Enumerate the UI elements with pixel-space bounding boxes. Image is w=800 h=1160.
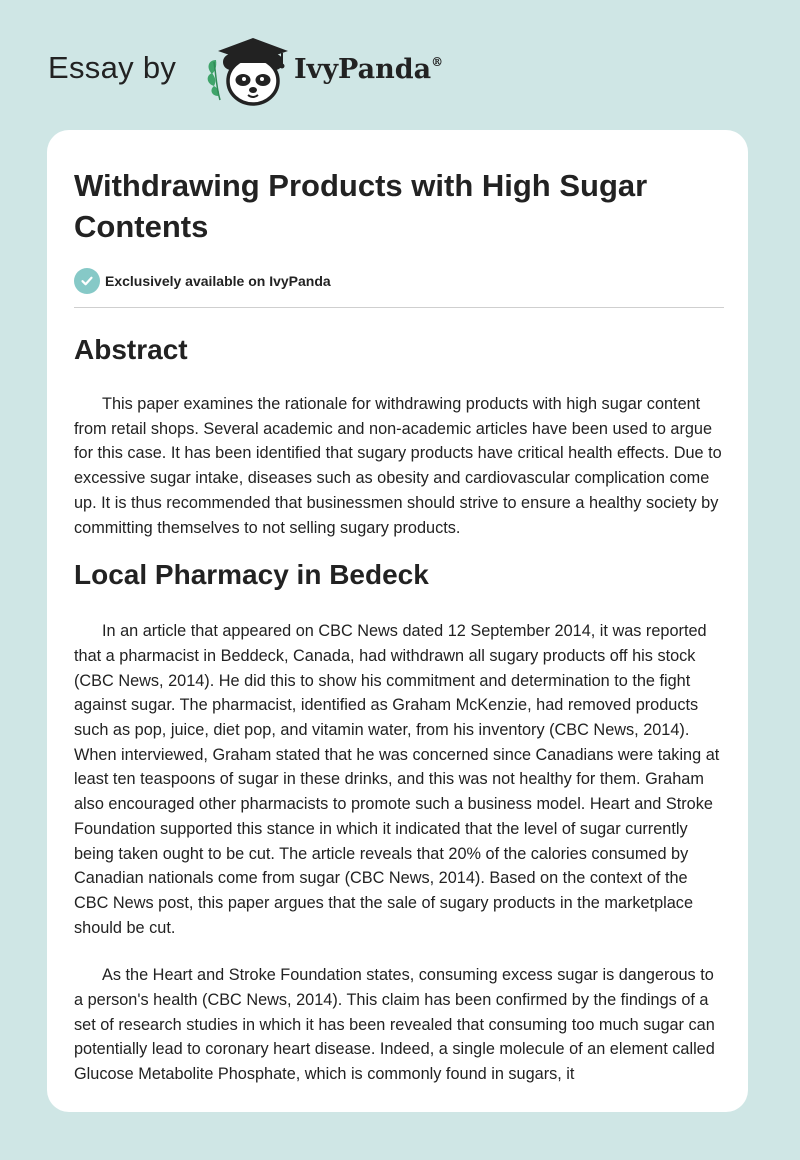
- check-icon: [74, 268, 100, 294]
- brand-name-text: IvyPanda: [294, 54, 432, 85]
- body-paragraph-1: In an article that appeared on CBC News dated 12 September 2014, it was reported that a pharmacist in Beddeck, Canada, had withdrawn all sugary products off his stock (CBC News, 2014). He did this to show his commitment and determination to the fight against sugar. The pharmacist, identified as Graham McKenzie, had removed products such as pop, juice, diet pop, and vitamin water, from his inventory (CBC News, 2014). When interviewed, Graham stated that he was concerned since Canadians were taking at least ten teaspoons of sugar in these drinks, and this was not healthy for them. Graham also encouraged other pharmacists to promote such a business model. Heart and Stroke Foundation supported this stance in which it indicated that the level of sugar currently being taken ought to be cut. The article reveals that 20% of the calories consumed by Canadian nationals come from sugar (CBC News, 2014). Based on the context of the CBC News post, this paper argues that the sale of sugary products in the marketplace should be cut.: [74, 622, 720, 937]
- body-paragraph-2: As the Heart and Stroke Foundation states, consuming excess sugar is dangerous to a person's health (CBC News, 2014). This claim has been confirmed by the findings of a set of research studies in which it has been revealed that consuming too much sugar can potentially lead to coronary heart disease. Indeed, a single molecule of an element called Glucose Metabolite Phosphate, which is commonly found in sugars, it: [74, 966, 715, 1084]
- abstract-heading: Abstract: [74, 334, 188, 365]
- brand-name[interactable]: [294, 54, 443, 85]
- registered-mark: ®: [431, 55, 444, 69]
- essay-card: [47, 130, 748, 1112]
- site-header: [48, 34, 508, 108]
- essay-content: [74, 130, 724, 1087]
- brand-prefix: Essay by: [48, 50, 177, 85]
- abstract-paragraph: This paper examines the rationale for withdrawing products with high sugar content from retail shops. Several academic and non-academic articles have been used to argue for this case. It has been identified that sugary products have critical health effects. Due to excessive sugar intake, diseases such as obesity and cardiovascular complication come up. It is thus recommended that businessmen should strive to ensure a healthy society by committing themselves to not selling sugary products.: [74, 395, 722, 537]
- divider: [74, 307, 724, 308]
- exclusive-badge: [74, 267, 724, 295]
- page-title: Withdrawing Products with High Sugar Contents: [74, 168, 648, 244]
- ivypanda-logo-icon[interactable]: [204, 34, 294, 108]
- section-heading: Local Pharmacy in Bedeck: [74, 559, 429, 591]
- badge-label: Exclusively available on IvyPanda: [105, 273, 331, 289]
